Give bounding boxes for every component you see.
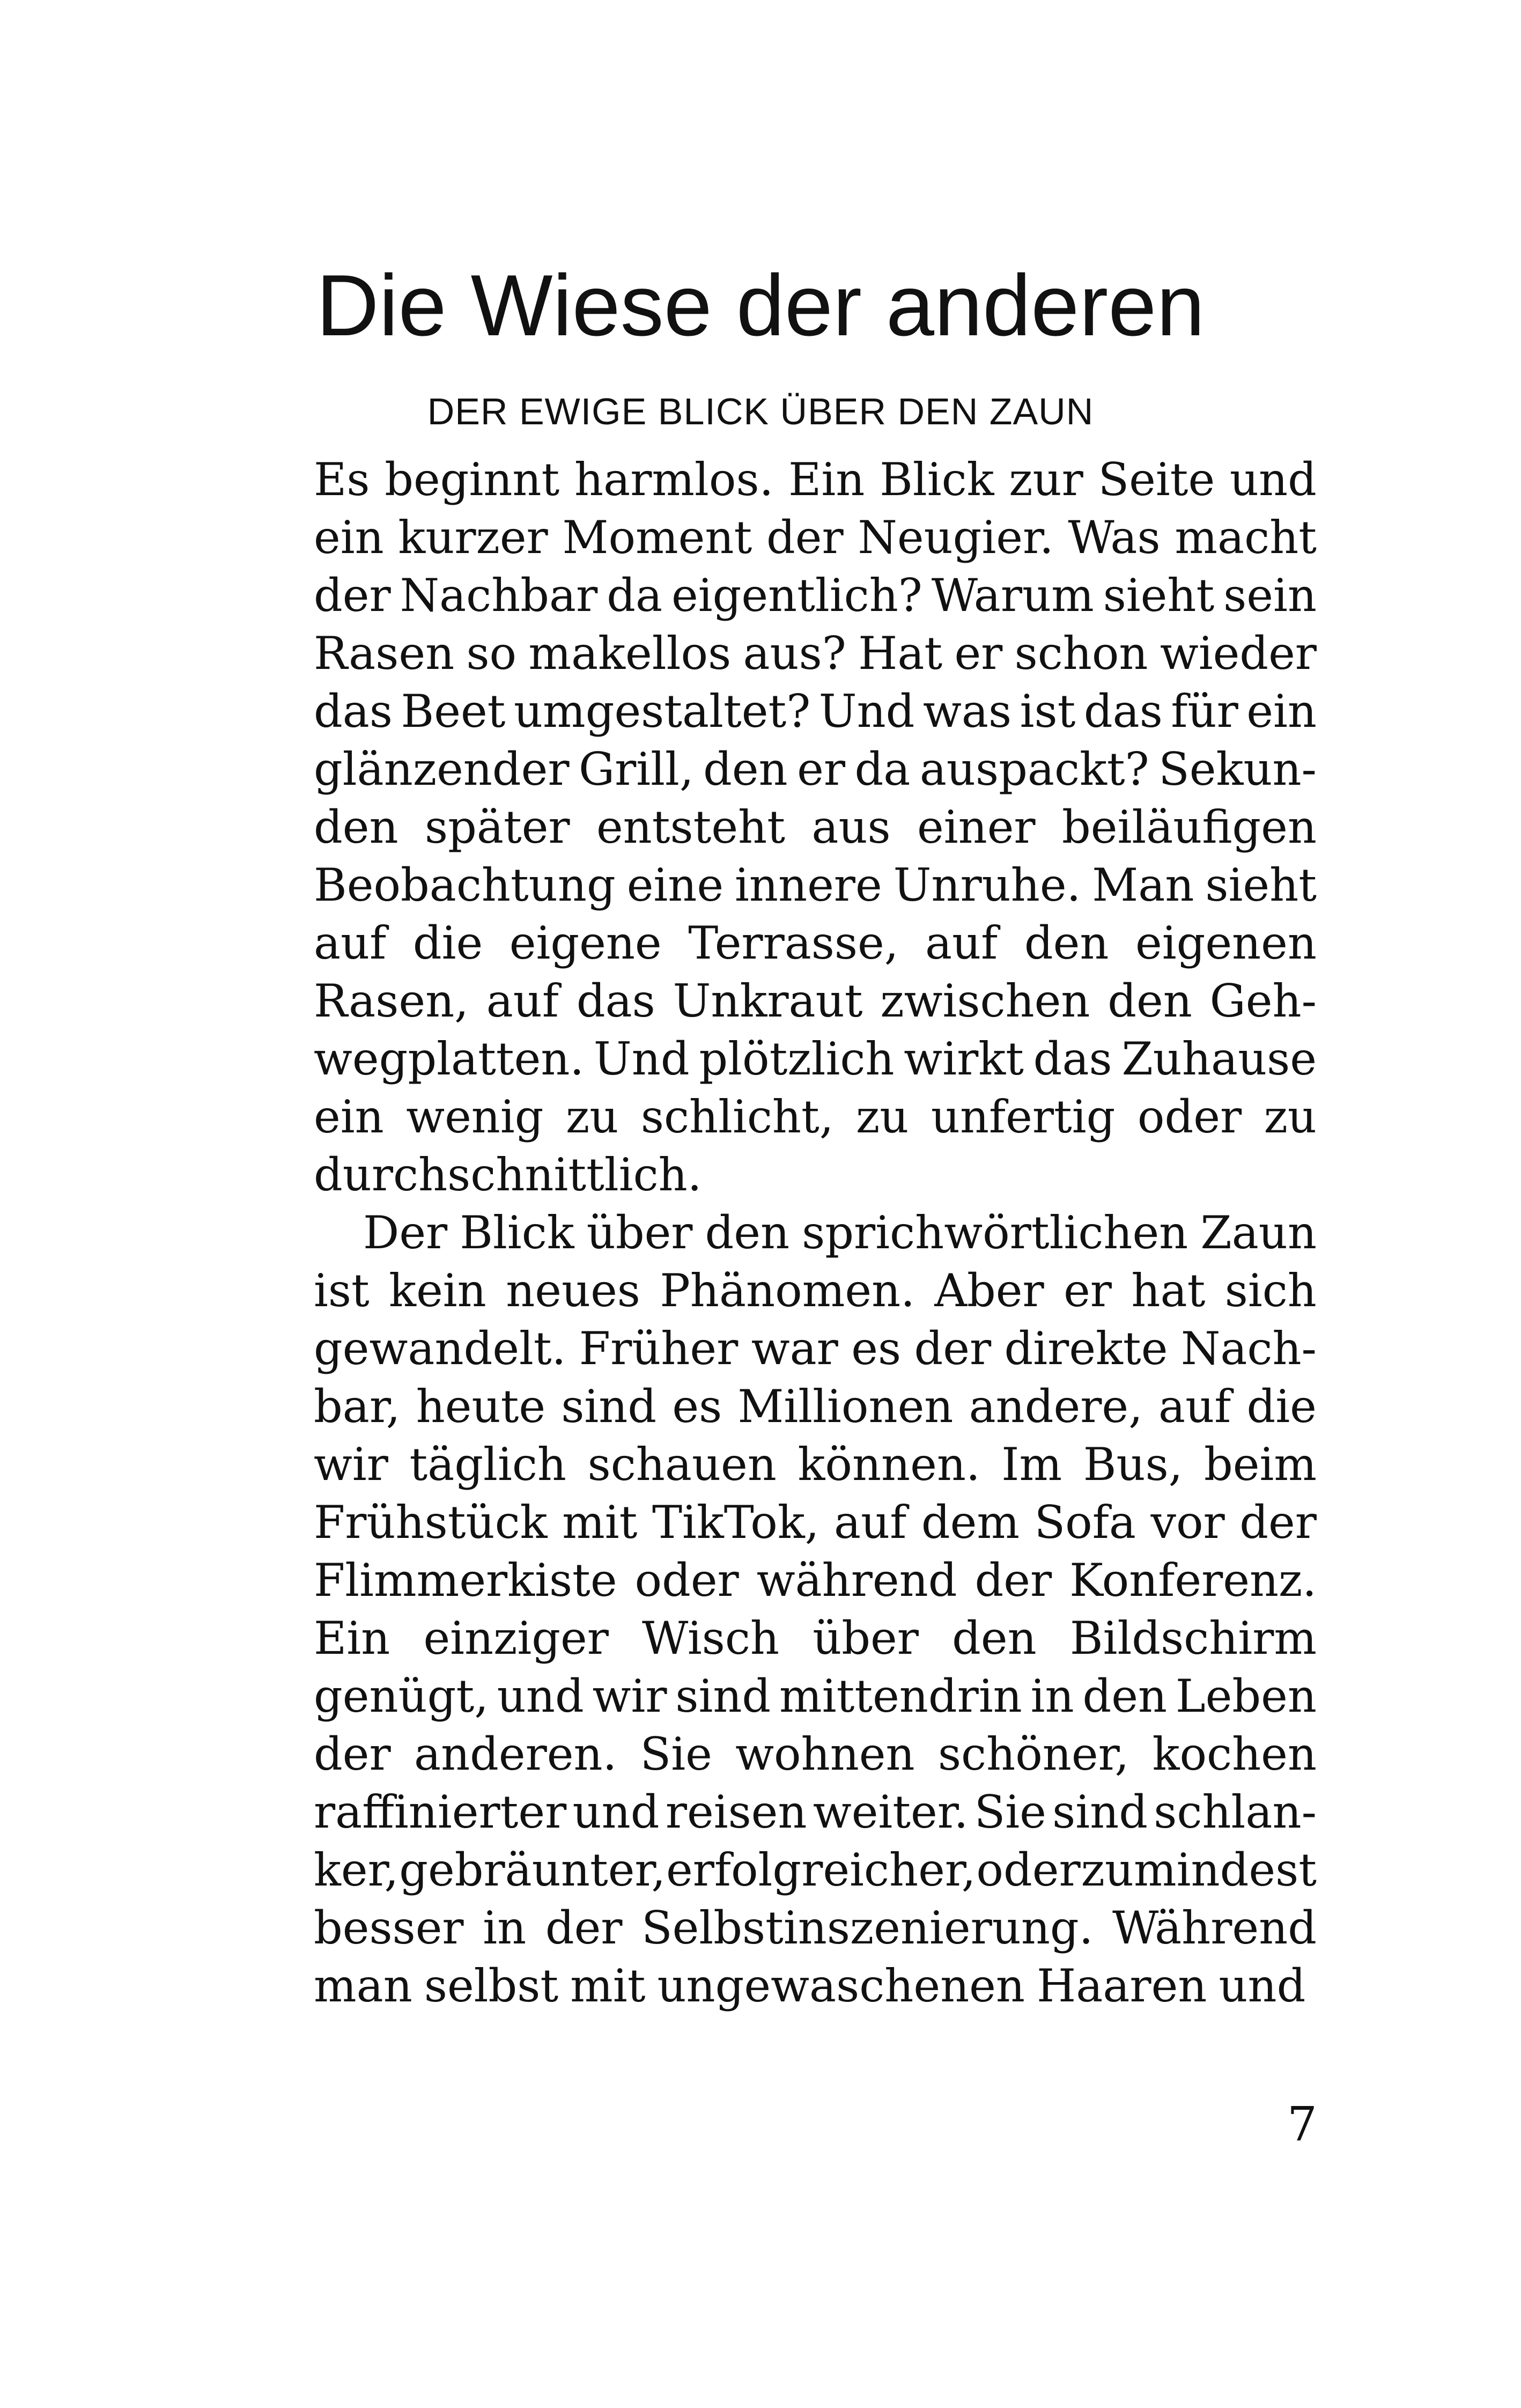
text-line: Flimmerkiste oder während der Konferenz. (314, 1554, 1317, 1607)
text-line: besser in der Selbstinszenierung. Während (314, 1902, 1317, 1954)
text-line: ker, gebräunter, erfolgreicher, oder zumindest (314, 1844, 1317, 1896)
chapter-subtitle: DER EWIGE BLICK ÜBER DEN ZAUN (427, 391, 1094, 432)
text-line: durchschnittlich. (314, 1148, 702, 1201)
text-line: ein wenig zu schlicht, zu unfertig oder zu (314, 1091, 1317, 1143)
text-line: bar, heute sind es Millionen andere, auf die (314, 1380, 1317, 1433)
text-line: Der Blick über den sprichwörtlichen Zaun (363, 1206, 1317, 1259)
text-line: ein kurzer Moment der Neugier. Was macht (314, 511, 1317, 564)
text-line: wegplatten. Und plötzlich wirkt das Zuhause (314, 1033, 1317, 1085)
text-line: den später entsteht aus einer beiläufigen (314, 801, 1317, 853)
text-line: das Beet umgestaltet? Und was ist das für ein (314, 685, 1317, 738)
text-line: ist kein neues Phänomen. Aber er hat sich (314, 1264, 1317, 1317)
text-line: Rasen so makellos aus? Hat er schon wieder (314, 627, 1317, 680)
chapter-title: Die Wiese der anderen (316, 257, 1205, 354)
text-line: Beobachtung eine innere Unruhe. Man sieht (314, 859, 1317, 911)
page-number: 7 (1287, 2096, 1317, 2152)
text-line: auf die eigene Terrasse, auf den eigenen (314, 917, 1317, 969)
text-line: Frühstück mit TikTok, auf dem Sofa vor der (314, 1496, 1317, 1549)
text-line: der Nachbar da eigentlich? Warum sieht sein (314, 569, 1317, 622)
text-line: Rasen, auf das Unkraut zwischen den Geh- (314, 975, 1317, 1027)
text-line: raffinierter und reisen weiter. Sie sind schlan- (314, 1786, 1317, 1838)
text-line: der anderen. Sie wohnen schöner, kochen (314, 1728, 1317, 1780)
text-line: wir täglich schauen können. Im Bus, beim (314, 1438, 1317, 1491)
text-line: man selbst mit ungewaschenen Haaren und (314, 1960, 1306, 2012)
text-line: glänzender Grill, den er da auspackt? Sekun- (314, 743, 1317, 796)
text-line: Ein einziger Wisch über den Bildschirm (314, 1612, 1317, 1665)
text-line: Es beginnt harmlos. Ein Blick zur Seite und (314, 453, 1317, 506)
text-line: gewandelt. Früher war es der direkte Nach- (314, 1322, 1317, 1375)
text-line: genügt, und wir sind mittendrin in den Leben (314, 1670, 1317, 1722)
